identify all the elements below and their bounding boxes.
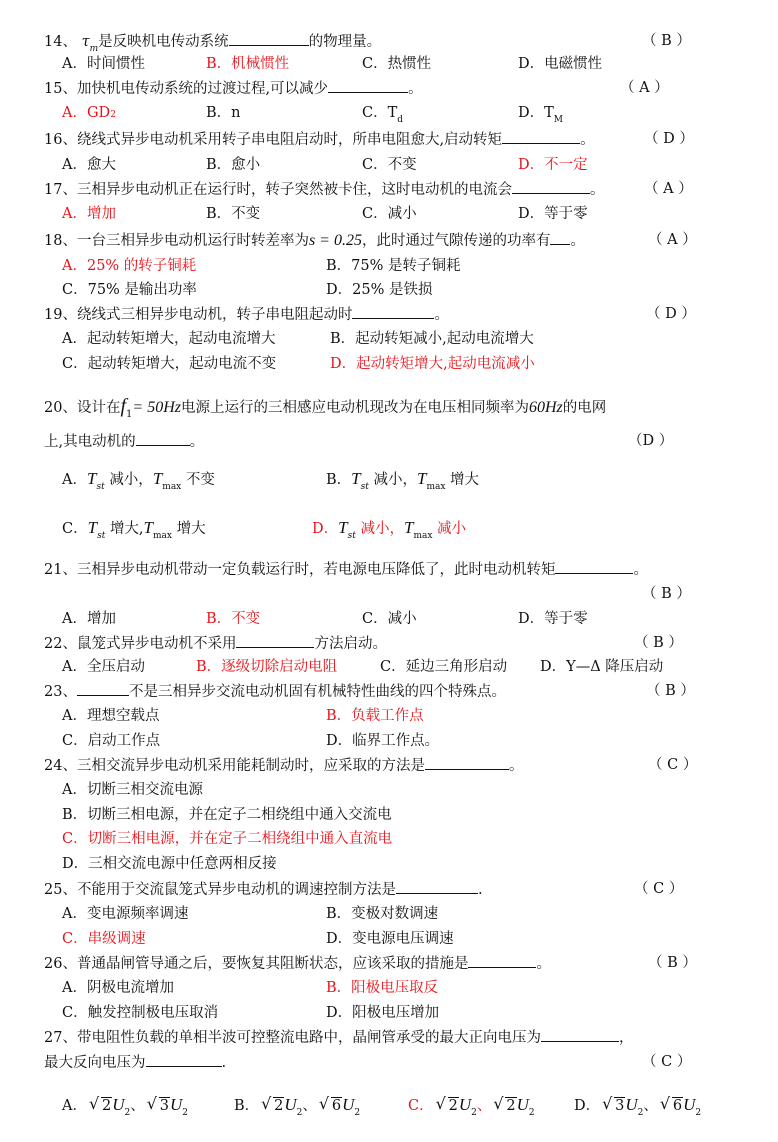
q20-b-mid: 减小， [373,472,417,488]
q15-option-a [62,104,116,124]
q23-option-b: B．负载工作点 [326,708,424,724]
q20-option-b [326,470,479,496]
q16-text: 16、绕线式异步电动机采用转子串电阻启动时，所串电阻愈大,启动转矩 [44,132,503,148]
q24-option-b: B．切断三相电源，并在定子二相绕组中通入交流电 [62,807,392,823]
q15-c-sub: d [397,115,404,125]
q22-text: 22、鼠笼式异步电动机不采用 [44,636,237,652]
q15-blank [328,79,408,93]
q19-text: 19、绕线式三相异步电动机，转子串电阻起动时 [44,307,353,323]
q18-option-d: D．25% 是铁损 [326,282,433,298]
question-24 [44,756,523,775]
q20-b-T1: T [351,469,361,488]
q22-option-c: C．延边三角形启动 [380,659,508,675]
q27-c-sub2: 2 [528,1108,535,1118]
q27-c-label: C． [408,1098,434,1114]
q16-option-a: A．愈大 [62,157,116,173]
q27-b-sub1: 2 [296,1108,303,1118]
q14-tau-sub: m [89,44,99,54]
q20-b-end: 增大 [450,472,480,488]
q20-d-st: st [347,531,356,541]
q20-eq: = 50Hz [132,399,181,416]
q20-d-mid: 减小， [360,521,404,537]
q20-b-st: st [360,482,369,492]
q25-option-d: D．变电源电压调速 [326,931,454,947]
q14-tau: τ [81,34,90,50]
q15-a-text: A．GD [62,105,111,121]
q27-a-label: A． [62,1098,87,1114]
q18-option-b: B．75% 是转子铜耗 [326,258,461,274]
q27-d-sqrt-2 [660,1097,683,1115]
q14-number: 14、 [44,34,77,50]
q27-a-sub2: 2 [182,1108,188,1118]
question-15 [44,79,423,98]
q27-a-r2: 3 [159,1098,169,1114]
q27-a-sqrt-1 [89,1097,112,1115]
q27-b-sqrt-1 [261,1097,284,1115]
q16-option-d: D．不一定 [518,157,588,173]
q27-line2-text: 最大反向电压为 [44,1055,146,1071]
q16-option-b: B．愈小 [206,157,261,173]
q27-d-r1: 3 [615,1098,625,1114]
question-23 [44,682,506,701]
q20-blank [136,432,190,446]
q20-d-label: D． [312,521,339,537]
q25-option-a: A．变电源频率调速 [62,906,189,922]
q22-blank [236,634,314,648]
q24-text: 24、三相交流异步电动机采用能耗制动时，应采取的方法是 [44,758,425,774]
q15-answer: （ A ） [620,80,669,96]
q23-number: 23、 [44,684,77,700]
q25-text: 25、不能用于交流鼠笼式异步电动机的调速控制方法是 [44,882,396,898]
question-19 [44,305,449,324]
q27-c-sqrt-2 [493,1097,516,1115]
q18-post: ，此时通过气隙传递的功率有 [361,233,551,249]
q17-option-a: A．增加 [62,206,116,222]
q20-f-sub: 1 [126,409,133,420]
q17-answer: （ A ） [644,181,693,197]
q20-b-max: max [426,482,446,492]
q14-answer: （ B ） [642,33,691,49]
q20-post: 的电网 [562,400,607,416]
q27-b-U2: U [342,1095,355,1114]
q27-option-a [62,1096,188,1122]
q18-option-a: A．25% 的转子铜耗 [62,258,197,274]
q24-blank [425,756,509,770]
q26-option-a: A．阴极电流增加 [62,980,174,996]
q27-d-r2: 6 [672,1098,683,1114]
q14-post: 的物理量。 [308,34,382,50]
q23-text: 不是三相异步交流电动机固有机械特性曲线的四个特殊点。 [128,684,506,700]
q20-pre: 20、设计在 [44,400,121,416]
q20-a-end: 不变 [185,472,215,488]
q19-post: 。 [434,307,449,323]
q26-text: 26、普通晶闸管导通之后，要恢复其阻断状态，应该采取的措施是 [44,956,469,972]
q22-answer: （ B ） [634,635,683,651]
q15-option-c [362,104,403,129]
q22-option-d: D．Y—Δ 降压启动 [540,659,664,675]
q14-text: 是反映机电传动系统 [98,34,229,50]
q23-option-d: D．临界工作点。 [326,733,440,749]
q17-option-c: C．减小 [362,206,417,222]
q20-b-T2: T [416,469,427,488]
question-20 [44,397,606,424]
q27-d-sqrt-1 [602,1097,625,1115]
q27-c-r2: 2 [506,1098,516,1114]
question-25 [44,880,483,899]
q26-option-d: D．阳极电压增加 [326,1005,440,1021]
q27-c-sub1: 2 [471,1108,477,1118]
q21-option-c: C．减小 [362,611,417,627]
question-16 [44,130,595,149]
q20-option-d [312,519,466,545]
q18-post2: 。 [570,233,585,249]
q27-b-U1: U [284,1095,297,1114]
q27-option-c [408,1096,535,1122]
q27-text: 27、带电阻性负载的单相半波可控整流电路中，晶闸管承受的最大正向电压为 [44,1030,541,1046]
q20-d-max: max [413,531,433,541]
q27-blank-1 [541,1028,619,1042]
q27-a-U2: U [169,1095,183,1114]
q26-post: 。 [536,956,551,972]
q27-answer: （ C ） [642,1054,692,1070]
q20-b-label: B． [326,472,352,488]
q27-c-sep: 、 [476,1098,492,1114]
q14-option-a: A．时间惯性 [62,56,145,72]
q27-a-sep: 、 [130,1098,145,1114]
q27-b-sub2: 2 [354,1108,361,1118]
q18-blank [550,231,570,245]
q25-option-c: C．串级调速 [62,931,146,947]
q14-option-d: D．电磁惯性 [518,56,603,72]
q20-answer: （D ） [628,433,674,449]
q26-option-c: C．触发控制极电压取消 [62,1005,219,1021]
q20-option-a [62,470,215,496]
q20-c-st: st [97,531,106,541]
q27-blank-2 [146,1053,222,1067]
q19-option-a: A．起动转矩增大，起动电流增大 [62,331,276,347]
q27-b-sqrt-2 [319,1097,342,1115]
q27-d-sep: 、 [643,1098,658,1114]
q24-option-d: D．三相交流电源中任意两相反接 [62,856,277,872]
q26-blank [468,954,536,968]
q15-option-b: B．n [206,105,241,121]
q27-post: ， [618,1030,634,1046]
q21-text: 21、三相异步电动机带动一定负载运行时，若电源电压降低了，此时电动机转矩 [44,562,556,578]
q21-option-d: D．等于零 [518,611,588,627]
q27-a-r1: 2 [101,1098,112,1114]
q20-a-st: st [96,482,105,492]
q25-option-b: B．变极对数调速 [326,906,439,922]
q18-answer: （ A ） [648,232,697,248]
q15-c-text: C．T [362,105,398,121]
q27-d-U2: U [683,1095,696,1114]
q16-option-c: C．不变 [362,157,417,173]
q25-post: . [477,882,483,898]
q24-option-a: A．切断三相交流电源 [62,782,203,798]
q27-post2: . [221,1055,227,1071]
q27-b-r2: 6 [331,1098,342,1114]
q18-option-c: C．75% 是输出功率 [62,282,197,298]
q17-option-d: D．等于零 [518,206,588,222]
q20-c-mid: 增大, [109,521,144,537]
q20-a-mid: 减小， [109,472,153,488]
q27-b-sep: 、 [302,1098,317,1114]
q14-option-c: C．热惯性 [362,56,432,72]
q21-blank [555,560,633,574]
question-18 [44,231,585,250]
q20-a-max: max [162,482,182,492]
q23-option-c: C．启动工作点 [62,733,161,749]
q24-post: 。 [508,758,524,774]
question-21 [44,560,648,579]
q19-answer: （ D ） [646,306,696,322]
q20-d-end: 减小 [437,521,467,537]
q24-option-c: C．切断三相电源，并在定子二相绕组中通入直流电 [62,831,393,847]
q27-d-label: D． [574,1098,601,1114]
q20-post2: 。 [189,434,205,450]
q16-post: 。 [580,132,595,148]
q25-blank [396,880,478,894]
q20-c-label: C． [62,521,88,537]
q14-blank [229,32,309,46]
q22-post: 方法启动。 [314,636,387,652]
q27-d-U1: U [625,1095,638,1114]
q27-b-r1: 2 [274,1098,284,1114]
q27-c-r1: 2 [448,1098,458,1114]
q25-answer: （ C ） [634,881,684,897]
q27-a-U1: U [112,1095,125,1114]
q26-option-b: B．阳极电压取反 [326,980,439,996]
q23-blank [77,682,129,696]
q27-option-b [234,1096,360,1122]
question-27-line2 [44,1053,226,1072]
q20-mid: 电源上运行的三相感应电动机现改为在电压相同频率为 [180,400,529,416]
q15-option-d [518,104,563,129]
q27-a-sub1: 2 [124,1108,131,1118]
question-27 [44,1028,633,1047]
q27-c-U2: U [516,1095,529,1114]
q15-a-sub: 2 [110,110,116,120]
q22-option-a: A．全压启动 [62,659,145,675]
q17-blank [512,180,590,194]
q15-d-text: D．T [518,105,554,121]
q22-option-b: B．逐级切除启动电阻 [196,659,338,675]
q20-d-T1: T [338,518,348,537]
q20-a-T1: T [86,469,97,488]
q27-d-sub2: 2 [695,1108,702,1118]
q21-option-a: A．增加 [62,611,116,627]
q27-c-sqrt-1 [436,1097,459,1115]
q20-c-T1: T [87,518,98,537]
q23-option-a: A．理想空载点 [62,708,160,724]
q14-symbol [81,34,99,54]
q17-post: 。 [589,182,605,198]
q27-option-d [574,1096,701,1122]
q27-c-U1: U [458,1095,472,1114]
q20-c-T2: T [143,518,154,537]
q27-a-sqrt-2 [147,1097,170,1115]
q20-f: f [120,395,127,417]
question-17 [44,180,604,199]
q20-a-T2: T [152,469,163,488]
q21-option-b: B．不变 [206,611,261,627]
question-20-line2 [44,432,204,451]
q20-line2-text: 上,其电动机的 [44,434,136,450]
q20-a-label: A． [62,472,87,488]
q20-c-max: max [153,531,172,541]
q27-d-sub1: 2 [637,1108,644,1118]
q19-blank [352,305,434,319]
q27-b-label: B． [234,1098,260,1114]
q14-option-b: B．机械惯性 [206,56,290,72]
q16-answer: （ D ） [644,131,694,147]
q18-equation: s = 0.25 [308,232,362,249]
q15-d-sub: M [553,115,564,125]
question-26 [44,954,551,973]
q18-text: 18、一台三相异步电动机运行时转差率为 [44,233,309,249]
q19-option-b: B．起动转矩减小,起动电流增大 [330,331,534,347]
q21-post: 。 [633,562,648,578]
q16-blank [502,130,580,144]
q20-d-T2: T [403,518,414,537]
q19-option-c: C．起动转矩增大，起动电流不变 [62,356,277,372]
q15-text: 15、加快机电传动系统的过渡过程,可以减少 [44,81,329,97]
q26-answer: （ B ） [648,955,697,971]
q15-post: 。 [408,81,423,97]
question-22 [44,634,387,653]
q20-eq2: 60Hz [528,399,563,416]
q17-option-b: B．不变 [206,206,261,222]
q23-answer: （ B ） [646,683,695,699]
q20-c-end: 增大 [176,521,206,537]
q17-text: 17、三相异步电动机正在运行时，转子突然被卡住，这时电动机的电流会 [44,182,512,198]
q21-answer: （ B ） [642,586,691,602]
q19-option-d: D．起动转矩增大,起动电流减小 [330,356,535,372]
q20-option-c [62,519,206,545]
q24-answer: （ C ） [648,757,698,773]
